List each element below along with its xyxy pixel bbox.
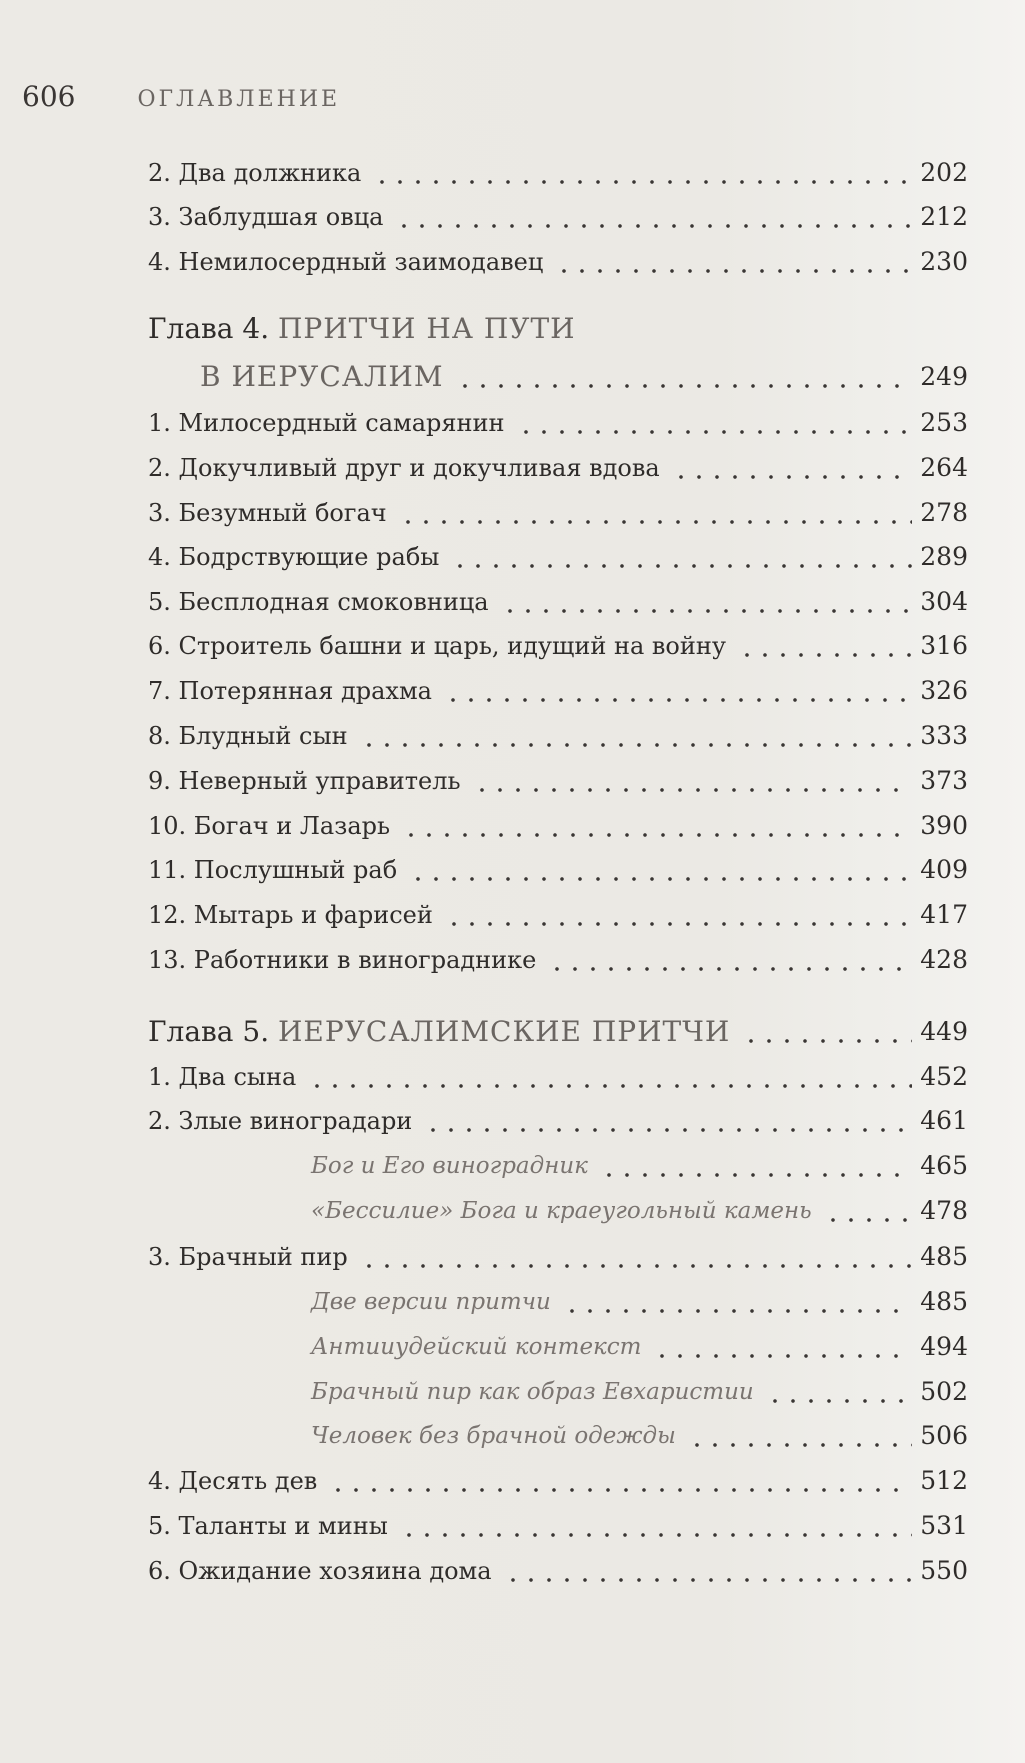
entry-title: 1. Милосердный самарянин	[148, 409, 505, 437]
chapter-title: В ИЕРУСАЛИМ	[200, 360, 444, 393]
page-reference: 304	[920, 587, 968, 616]
page-reference: 264	[920, 453, 968, 482]
page-reference: 253	[920, 408, 968, 437]
subsection-title: Человек без брачной одежды	[311, 1423, 676, 1449]
page-reference: 417	[920, 900, 968, 929]
chapter-title: ПРИТЧИ НА ПУТИ	[278, 312, 576, 345]
toc-entry	[0, 1456, 968, 1496]
dot-leader	[360, 721, 913, 751]
dot-leader	[473, 766, 913, 796]
subsection-title: Две версии притчи	[311, 1289, 551, 1315]
toc-entry	[0, 1096, 968, 1136]
toc-entry	[0, 237, 968, 277]
page-reference: 230	[920, 247, 968, 276]
page-reference: 512	[920, 1466, 968, 1495]
entry-title: 10. Богач и Лазарь	[148, 812, 391, 840]
dot-leader	[409, 855, 912, 885]
dot-leader	[653, 1332, 912, 1362]
subsection-title: Брачный пир как образ Евхаристии	[311, 1379, 754, 1405]
toc-entry	[0, 488, 968, 528]
dot-leader	[517, 408, 913, 438]
entry-title: 8. Блудный сын	[148, 722, 348, 750]
subsection-title: Антииудейский контекст	[311, 1334, 642, 1360]
page-reference: 478	[920, 1196, 968, 1225]
dot-leader	[504, 1556, 913, 1586]
toc-entry	[0, 1501, 968, 1541]
toc-subsection	[0, 1141, 968, 1181]
toc-entry	[0, 577, 968, 617]
dot-leader	[424, 1106, 912, 1136]
dot-leader	[373, 158, 912, 188]
toc-entry	[0, 666, 968, 706]
dot-leader	[360, 1242, 913, 1272]
toc-subsection	[0, 1186, 968, 1226]
page-header	[22, 80, 340, 113]
entry-title: 2. Два должника	[148, 159, 362, 187]
dot-leader	[451, 542, 912, 572]
page-reference: 333	[920, 721, 968, 750]
dot-leader	[688, 1421, 912, 1451]
page-reference: 452	[920, 1062, 968, 1091]
chapter-prefix: Глава 4.	[148, 312, 278, 345]
page-reference: 461	[920, 1106, 968, 1135]
entry-title: 3. Заблудшая овца	[148, 203, 384, 231]
page-reference: 212	[920, 202, 968, 231]
toc-subsection	[0, 1277, 968, 1317]
entry-title: 1. Два сына	[148, 1063, 297, 1091]
toc-chapter-heading-continued	[0, 352, 968, 392]
toc-entry	[0, 148, 968, 188]
page-reference: 428	[920, 945, 968, 974]
page-reference: 449	[920, 1017, 968, 1046]
toc-entry	[0, 1052, 968, 1092]
page-number: 606	[22, 80, 76, 113]
entry-title: 6. Строитель башни и царь, идущий на войну	[148, 632, 726, 660]
dot-leader	[738, 631, 912, 661]
toc-chapter-heading	[0, 1007, 968, 1047]
toc-entry	[0, 890, 968, 930]
dot-leader	[445, 900, 912, 930]
dot-leader	[824, 1196, 913, 1226]
page-reference: 550	[920, 1556, 968, 1585]
dot-leader	[444, 676, 912, 706]
entry-title: 3. Брачный пир	[148, 1243, 348, 1271]
running-head: ОГЛАВЛЕНИЕ	[137, 87, 341, 112]
page-reference: 316	[920, 631, 968, 660]
page-reference: 409	[920, 855, 968, 884]
entry-title: 9. Неверный управитель	[148, 767, 461, 795]
toc-entry	[0, 801, 968, 841]
dot-leader	[329, 1466, 912, 1496]
subsection-title: «Бессилие» Бога и краеугольный камень	[311, 1198, 812, 1224]
dot-leader	[400, 1511, 912, 1541]
dot-leader	[402, 811, 912, 841]
dot-leader	[399, 498, 913, 528]
toc-subsection	[0, 1411, 968, 1451]
toc-entry	[0, 192, 968, 232]
page-reference: 465	[920, 1151, 968, 1180]
page-reference: 202	[920, 158, 968, 187]
toc-entry	[0, 532, 968, 572]
entry-title: 4. Десять дев	[148, 1467, 318, 1495]
page-reference: 502	[920, 1377, 968, 1406]
toc-subsection	[0, 1367, 968, 1407]
entry-title: 6. Ожидание хозяина дома	[148, 1557, 492, 1585]
toc-entry	[0, 845, 968, 885]
toc-entry	[0, 1232, 968, 1272]
toc-chapter-heading	[0, 304, 968, 344]
entry-title: 11. Послушный раб	[148, 856, 398, 884]
dot-leader	[548, 945, 912, 975]
toc-entry	[0, 621, 968, 661]
toc-entry	[0, 756, 968, 796]
entry-title: 4. Немилосердный заимодавец	[148, 248, 544, 276]
dot-leader	[766, 1377, 913, 1407]
dot-leader	[501, 587, 913, 617]
entry-title: 12. Мытарь и фарисей	[148, 901, 433, 929]
dot-leader	[563, 1287, 912, 1317]
entry-title: 3. Безумный богач	[148, 499, 387, 527]
dot-leader	[395, 202, 912, 232]
entry-title: 4. Бодрствующие рабы	[148, 543, 440, 571]
entry-title: 2. Докучливый друг и докучливая вдова	[148, 454, 660, 482]
dot-leader	[555, 247, 912, 277]
toc-entry	[0, 1546, 968, 1586]
page-reference: 278	[920, 498, 968, 527]
toc-entry	[0, 935, 968, 975]
page-reference: 249	[920, 362, 968, 391]
subsection-title: Бог и Его виноградник	[311, 1153, 588, 1179]
dot-leader	[600, 1151, 912, 1181]
page-reference: 506	[920, 1421, 968, 1450]
dot-leader	[308, 1062, 912, 1092]
page-reference: 289	[920, 542, 968, 571]
dot-leader	[672, 453, 913, 483]
toc-entry	[0, 711, 968, 751]
page-reference: 485	[920, 1242, 968, 1271]
toc-entry	[0, 443, 968, 483]
entry-title: 5. Таланты и мины	[148, 1512, 388, 1540]
page-reference: 326	[920, 676, 968, 705]
entry-title: 5. Бесплодная смоковница	[148, 588, 489, 616]
page-reference: 373	[920, 766, 968, 795]
chapter-title: ИЕРУСАЛИМСКИЕ ПРИТЧИ	[278, 1015, 731, 1048]
entry-title: 2. Злые виноградари	[148, 1107, 413, 1135]
page-reference: 494	[920, 1332, 968, 1361]
dot-leader	[742, 1017, 912, 1047]
entry-title: 7. Потерянная драхма	[148, 677, 432, 705]
page-reference: 485	[920, 1287, 968, 1316]
toc-entry	[0, 398, 968, 438]
page-reference: 531	[920, 1511, 968, 1540]
chapter-prefix: Глава 5.	[148, 1015, 278, 1048]
dot-leader	[456, 362, 913, 392]
entry-title: 13. Работники в винограднике	[148, 946, 537, 974]
page-reference: 390	[920, 811, 968, 840]
toc-subsection	[0, 1322, 968, 1362]
